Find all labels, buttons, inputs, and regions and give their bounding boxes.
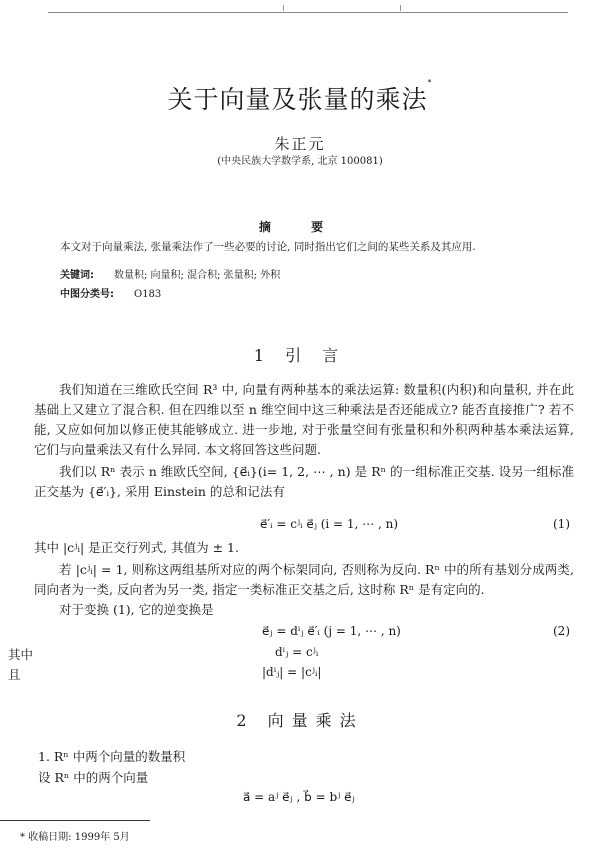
footnote-rule — [0, 820, 150, 821]
classification: 中图分类号: O183 — [60, 289, 162, 300]
inverse-paragraph: 对于变换 (1), 它的逆变换是 — [59, 602, 214, 617]
equation-1: e⃗′ᵢ = cʲᵢ e⃗ⱼ (i = 1, ⋯ , n) — [260, 517, 399, 531]
and-label: 且 — [8, 667, 21, 682]
intro-paragraph: 我们知道在三维欧氏空间 R³ 中, 向量有两种基本的乘法运算: 数量积(内积)和向量积, 并在此基础上又建立了混合积. 但在四维以至 n 维空间中这三种乘法是否还能成立? 能否直接推广? 若不能, 又应如何加以修正使其能够成立. 进一步地, 对于张量空间有张量积和外积两种基本乘法运算, 它们与向量乘法又有什么异同. 本文将回答这些问题. — [34, 382, 574, 457]
and-equation: |dⁱⱼ| = |cʲᵢ| — [262, 665, 322, 679]
equation-2: e⃗ⱼ = dⁱⱼ e⃗′ᵢ (j = 1, ⋯ , n) — [262, 624, 401, 638]
footnote: * 收稿日期: 1999年 5月 — [20, 832, 130, 843]
orientation-paragraph: 若 |cʲᵢ| = 1, 则称这两组基所对应的两个标架同向, 否则称为反向. Rⁿ 中的所有基划分成两类, 同向者为一类, 反向者为另一类, 指定一类标准正交基之后, 这时称 Rⁿ 是有定向的. — [34, 562, 574, 597]
paper-title: 关于向量及张量的乘法* — [167, 78, 433, 114]
abstract-text: 本文对于向量乘法, 张量乘法作了一些必要的讨论, 同时指出它们之间的某些关系及其应用. — [60, 241, 476, 253]
equation-1-number: (1) — [553, 517, 570, 531]
where-equation: dⁱⱼ = cʲᵢ — [275, 645, 319, 659]
keywords: 关键词: 数量积; 向量积; 混合积; 张量积; 外积 — [60, 270, 281, 281]
determinant-note: 其中 |cʲᵢ| 是正交行列式, 其值为 ± 1. — [34, 540, 239, 555]
author-affiliation: (中央民族大学数学系, 北京 100081) — [217, 156, 383, 167]
header-rule — [48, 12, 568, 13]
section-1-heading: 1 引 言 — [253, 346, 347, 365]
equation-2-number: (2) — [553, 624, 570, 638]
crop-mark — [400, 5, 401, 11]
section-2-heading: 2 向量乘法 — [236, 711, 364, 730]
subsection-heading: 1. Rⁿ 中两个向量的数量积 — [38, 749, 186, 764]
vectors-line: 设 Rⁿ 中的两个向量 — [38, 770, 149, 785]
abstract-heading: 摘 要 — [258, 220, 342, 234]
equation-3: a⃗ = aʲ e⃗ⱼ , b⃗ = bʲ e⃗ⱼ — [243, 790, 355, 804]
where-label: 其中 — [8, 647, 34, 662]
basis-paragraph: 我们以 Rⁿ 表示 n 维欧氏空间, {e⃗ᵢ}(i= 1, 2, ⋯ , n) 是 Rⁿ 的一组标准正交基. 设另一组标准正交基为 {e⃗′ᵢ}, 采用 Einstein 的总和记法有 — [34, 464, 574, 499]
author-name: 朱正元 — [274, 135, 326, 153]
crop-mark — [283, 5, 284, 11]
